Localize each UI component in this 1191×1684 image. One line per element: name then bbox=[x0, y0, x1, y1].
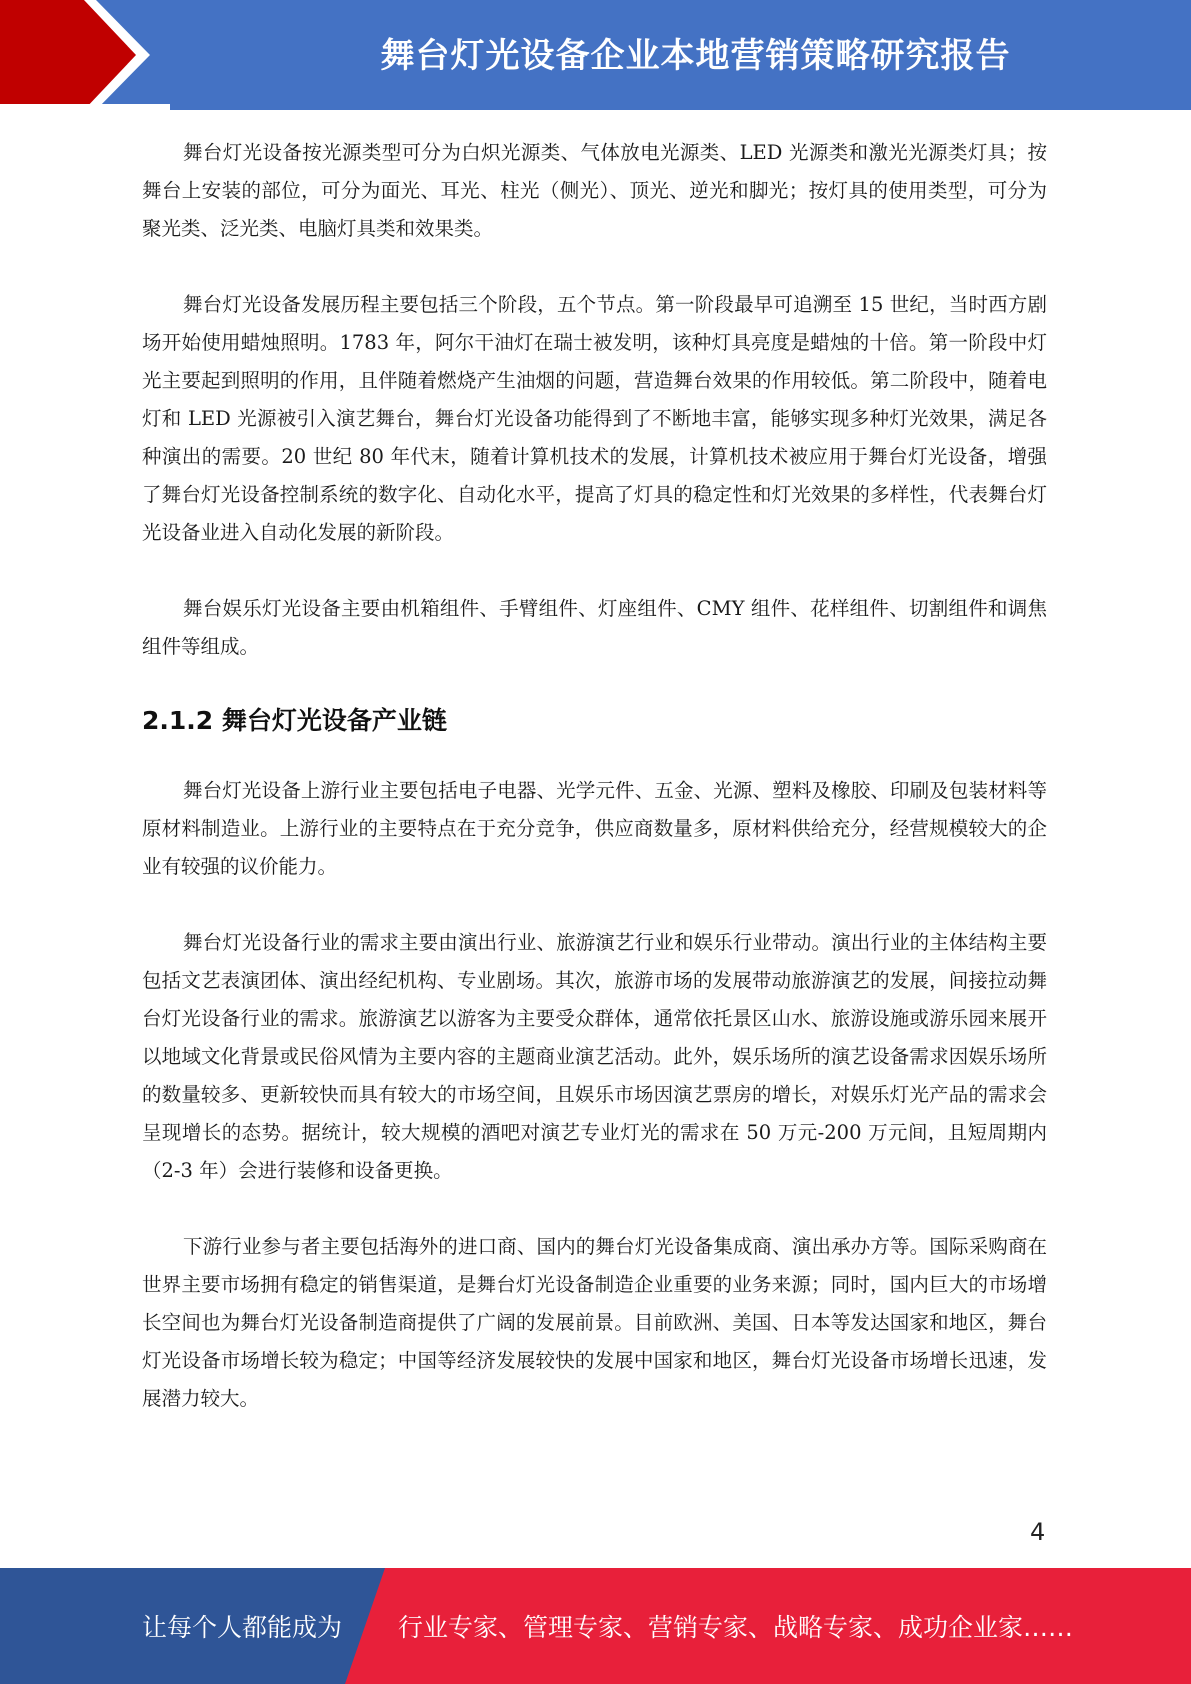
header-chevron-icon bbox=[0, 0, 170, 110]
footer-slogan-left: 让每个人都能成为 bbox=[142, 1613, 343, 1642]
paragraph-upstream: 舞台灯光设备上游行业主要包括电子电器、光学元件、五金、光源、塑料及橡胶、印刷及包装材料等原材料制造业。上游行业的主要特点在于充分竞争，供应商数量多，原材料供给充分，经营规模较大的企业有较强的议价能力。 bbox=[142, 779, 1047, 878]
paragraph-development-history: 舞台灯光设备发展历程主要包括三个阶段，五个节点。第一阶段最早可追溯至 15 世纪，当时西方剧场开始使用蜡烛照明。1783 年，阿尔干油灯在瑞士被发明，该种灯具亮度是蜡烛的十倍。第一阶段中灯光主要起到照明的作用，且伴随着燃烧产生油烟的问题，营造舞台效果的作用较低。第二阶段中，随着电灯和 LED 光源被引入演艺舞台，舞台灯光设备功能得到了不断地丰富，能够实现多种灯光效果，满足各种演出的需要。20 世纪 80 年代末，随着计算机技术的发展，计算机技术被应用于舞台灯光设备，增强了舞台灯光设备控制系统的数字化、自动化水平，提高了灯具的稳定性和灯光效果的多样性，代表舞台灯光设备业进入自动化发展的新阶段。 bbox=[142, 293, 1047, 544]
section-heading: 2.1.2 舞台灯光设备产业链 bbox=[142, 706, 447, 735]
paragraph-demand: 舞台灯光设备行业的需求主要由演出行业、旅游演艺行业和娱乐行业带动。演出行业的主体结构主要包括文艺表演团体、演出经纪机构、专业剧场。其次，旅游市场的发展带动旅游演艺的发展，间接拉动舞台灯光设备行业的需求。旅游演艺以游客为主要受众群体，通常依托景区山水、旅游设施或游乐园来展开以地域文化背景或民俗风情为主要内容的主题商业演艺活动。此外，娱乐场所的演艺设备需求因娱乐场所的数量较多、更新较快而具有较大的市场空间，且娱乐市场因演艺票房的增长，对娱乐灯光产品的需求会呈现增长的态势。据统计，较大规模的酒吧对演艺专业灯光的需求在 50 万元-200 万元间，且短周期内（2-3 年）会进行装修和设备更换。 bbox=[142, 931, 1047, 1182]
paragraph-components: 舞台娱乐灯光设备主要由机箱组件、手臂组件、灯座组件、CMY 组件、花样组件、切割组件和调焦组件等组成。 bbox=[142, 597, 1047, 658]
page-footer bbox=[0, 1568, 1191, 1684]
footer-slogan-right: 行业专家、管理专家、营销专家、战略专家、成功企业家…… bbox=[398, 1613, 1074, 1642]
paragraph-downstream: 下游行业参与者主要包括海外的进口商、国内的舞台灯光设备集成商、演出承办方等。国际采购商在世界主要市场拥有稳定的销售渠道，是舞台灯光设备制造企业重要的业务来源；同时，国内巨大的市场增长空间也为舞台灯光设备制造商提供了广阔的发展前景。目前欧洲、美国、日本等发达国家和地区，舞台灯光设备市场增长较为稳定；中国等经济发展较快的发展中国家和地区，舞台灯光设备市场增长迅速，发展潜力较大。 bbox=[142, 1235, 1047, 1410]
page-content bbox=[142, 134, 1047, 1456]
page-number: 4 bbox=[1030, 1518, 1046, 1546]
page-header bbox=[0, 0, 1191, 110]
report-title: 舞台灯光设备企业本地营销策略研究报告 bbox=[380, 35, 1011, 76]
paragraph-light-source-types: 舞台灯光设备按光源类型可分为白炽光源类、气体放电光源类、LED 光源类和激光光源类灯具；按舞台上安装的部位，可分为面光、耳光、柱光（侧光）、顶光、逆光和脚光；按灯具的使用类型，可分为聚光类、泛光类、电脑灯具类和效果类。 bbox=[142, 141, 1047, 240]
